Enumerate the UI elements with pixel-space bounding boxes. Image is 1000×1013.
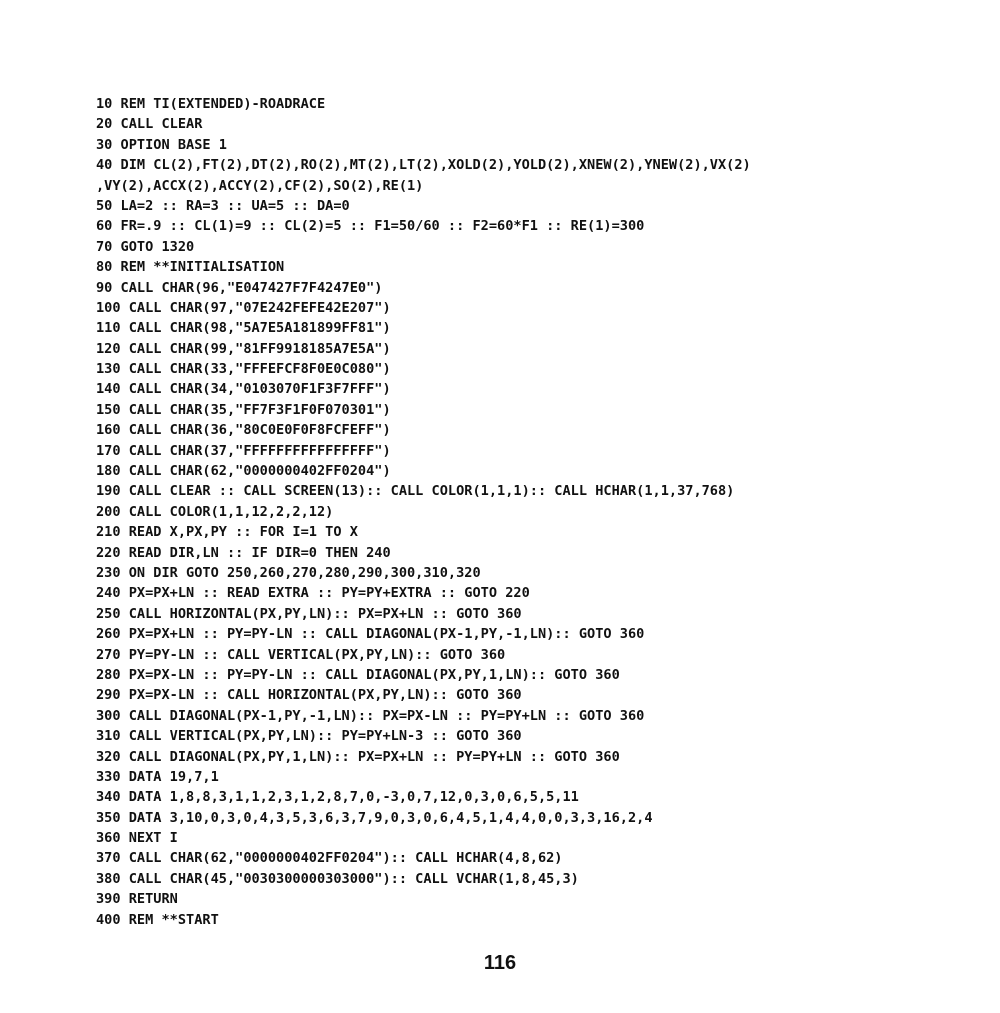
code-line: 230 ON DIR GOTO 250,260,270,280,290,300,310,320 <box>96 564 481 581</box>
code-line: 80 REM **INITIALISATION <box>96 259 285 276</box>
code-line: 270 PY=PY-LN :: CALL VERTICAL(PX,PY,LN):: GOTO 360 <box>96 646 506 663</box>
code-line: 400 REM **START <box>96 911 219 928</box>
code-line: 320 CALL DIAGONAL(PX,PY,1,LN):: PX=PX+LN :: PY=PY+LN :: GOTO 360 <box>96 748 620 765</box>
code-line: ,VY(2),ACCX(2),ACCY(2),CF(2),SO(2),RE(1) <box>96 177 424 194</box>
code-line: 300 CALL DIAGONAL(PX-1,PY,-1,LN):: PX=PX-LN :: PY=PY+LN :: GOTO 360 <box>96 707 645 724</box>
code-line: 340 DATA 1,8,8,3,1,1,2,3,1,2,8,7,0,-3,0,7,12,0,3,0,6,5,5,11 <box>96 789 579 806</box>
basic-program-listing <box>96 94 976 930</box>
page-number: 116 <box>483 952 517 974</box>
code-line: 240 PX=PX+LN :: READ EXTRA :: PY=PY+EXTRA :: GOTO 220 <box>96 585 530 602</box>
code-line: 360 NEXT I <box>96 830 178 847</box>
code-line: 290 PX=PX-LN :: CALL HORIZONTAL(PX,PY,LN):: GOTO 360 <box>96 687 522 704</box>
code-line: 380 CALL CHAR(45,"0030300000303000"):: CALL VCHAR(1,8,45,3) <box>96 870 579 887</box>
code-line: 50 LA=2 :: RA=3 :: UA=5 :: DA=0 <box>96 197 350 214</box>
code-line: 220 READ DIR,LN :: IF DIR=0 THEN 240 <box>96 544 391 561</box>
code-line: 250 CALL HORIZONTAL(PX,PY,LN):: PX=PX+LN :: GOTO 360 <box>96 605 522 622</box>
code-line: 110 CALL CHAR(98,"5A7E5A181899FF81") <box>96 320 391 337</box>
code-line: 140 CALL CHAR(34,"0103070F1F3F7FFF") <box>96 381 391 398</box>
code-line: 30 OPTION BASE 1 <box>96 136 227 153</box>
code-line: 370 CALL CHAR(62,"0000000402FF0204"):: CALL HCHAR(4,8,62) <box>96 850 563 867</box>
code-line: 180 CALL CHAR(62,"0000000402FF0204") <box>96 463 391 480</box>
code-line: 260 PX=PX+LN :: PY=PY-LN :: CALL DIAGONAL(PX-1,PY,-1,LN):: GOTO 360 <box>96 626 645 643</box>
code-line: 310 CALL VERTICAL(PX,PY,LN):: PY=PY+LN-3 :: GOTO 360 <box>96 728 522 745</box>
code-line: 120 CALL CHAR(99,"81FF9918185A7E5A") <box>96 340 391 357</box>
code-line: 40 DIM CL(2),FT(2),DT(2),RO(2),MT(2),LT(2),XOLD(2),YOLD(2),XNEW(2),YNEW(2),VX(2) <box>96 157 751 174</box>
code-line: 160 CALL CHAR(36,"80C0E0F0F8FCFEFF") <box>96 422 391 439</box>
code-line: 280 PX=PX-LN :: PY=PY-LN :: CALL DIAGONAL(PX,PY,1,LN):: GOTO 360 <box>96 666 620 683</box>
code-line: 70 GOTO 1320 <box>96 238 195 255</box>
code-line: 190 CALL CLEAR :: CALL SCREEN(13):: CALL COLOR(1,1,1):: CALL HCHAR(1,1,37,768) <box>96 483 735 500</box>
code-line: 130 CALL CHAR(33,"FFFEFCF8F0E0C080") <box>96 361 391 378</box>
code-line: 90 CALL CHAR(96,"E047427F7F4247E0") <box>96 279 383 296</box>
code-line: 200 CALL COLOR(1,1,12,2,2,12) <box>96 503 334 520</box>
code-line: 210 READ X,PX,PY :: FOR I=1 TO X <box>96 524 358 541</box>
code-line: 170 CALL CHAR(37,"FFFFFFFFFFFFFFFF") <box>96 442 391 459</box>
code-line: 10 REM TI(EXTENDED)-ROADRACE <box>96 96 326 112</box>
code-line: 150 CALL CHAR(35,"FF7F3F1F0F070301") <box>96 401 391 418</box>
code-line: 350 DATA 3,10,0,3,0,4,3,5,3,6,3,7,9,0,3,0,6,4,5,1,4,4,0,0,3,3,16,2,4 <box>96 809 653 826</box>
code-line: 60 FR=.9 :: CL(1)=9 :: CL(2)=5 :: F1=50/60 :: F2=60*F1 :: RE(1)=300 <box>96 218 645 235</box>
code-line: 100 CALL CHAR(97,"07E242FEFE42E207") <box>96 299 391 316</box>
code-line: 20 CALL CLEAR <box>96 116 203 133</box>
code-line: 330 DATA 19,7,1 <box>96 768 219 785</box>
code-line: 390 RETURN <box>96 891 178 908</box>
